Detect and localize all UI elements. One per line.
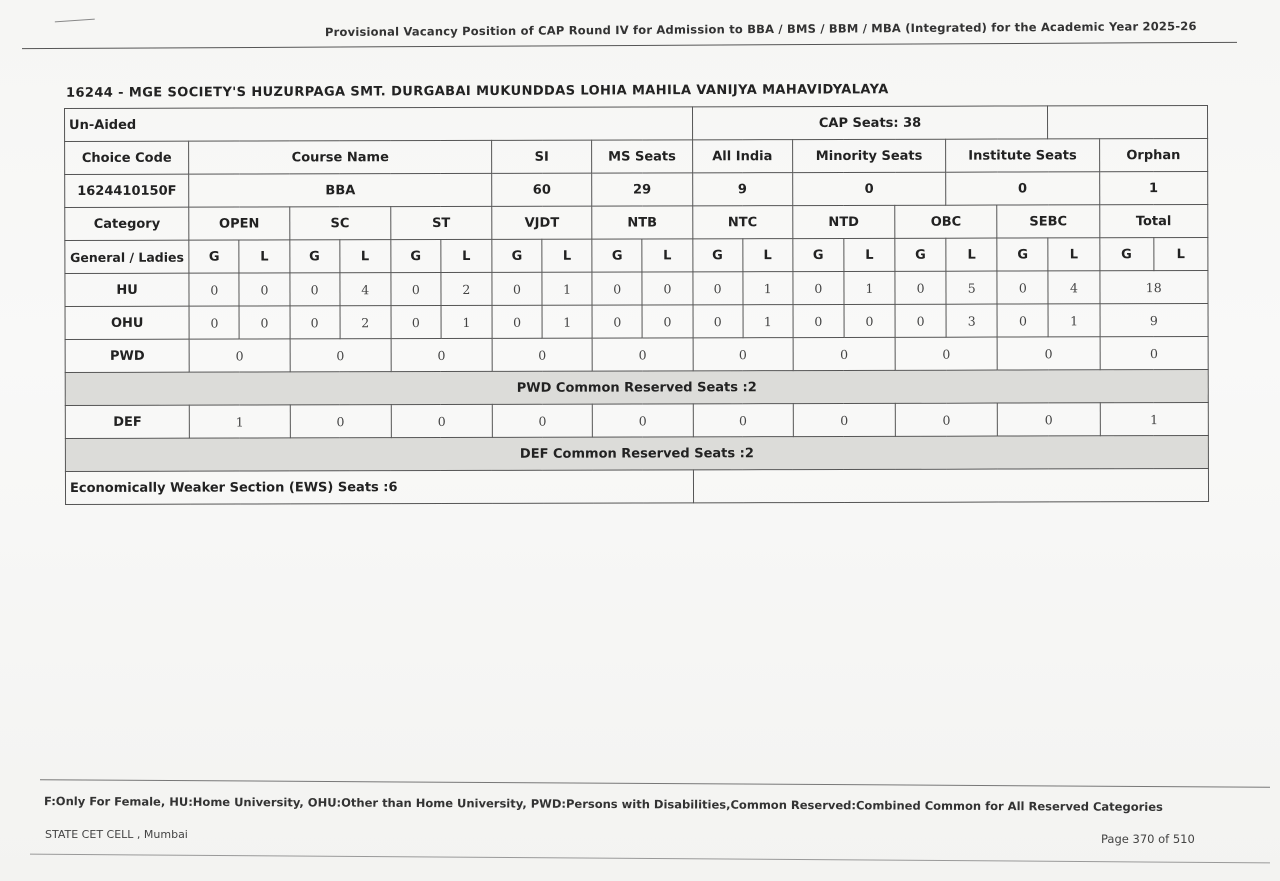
row-total: 9 [1100, 304, 1209, 337]
row-total: 18 [1099, 271, 1208, 304]
minority-seats-value: 0 [792, 172, 945, 205]
table-row [65, 271, 1208, 307]
all-india-header: All India [692, 140, 792, 173]
seat-count: 0 [239, 273, 289, 306]
ms-seats-value: 29 [592, 173, 692, 206]
seat-count: 0 [391, 273, 441, 306]
seat-count: 4 [340, 273, 391, 306]
seat-count: 0 [692, 272, 742, 305]
category-label: Category [65, 207, 189, 240]
pwd-seat-count: 0 [492, 338, 592, 371]
seat-count: 2 [340, 306, 391, 339]
pwd-seat-count: 0 [592, 338, 692, 371]
pwd-seat-count: 0 [997, 337, 1099, 370]
category-vjdt-header: VJDT [492, 206, 592, 239]
pen-mark [55, 19, 95, 29]
seat-count: 0 [189, 273, 239, 306]
choice-code-header: Choice Code [65, 141, 189, 174]
table-row [65, 304, 1208, 340]
issuer: STATE CET CELL , Mumbai [45, 828, 188, 841]
seat-count: 0 [239, 306, 289, 339]
category-obc-header: OBC [895, 205, 997, 238]
category-ntc-header: NTC [692, 206, 792, 239]
course-name-value: BBA [189, 173, 492, 207]
institute-seats-header: Institute Seats [946, 139, 1099, 172]
category-sebc-header: SEBC [997, 205, 1099, 238]
seat-count: 0 [642, 305, 692, 338]
all-india-value: 9 [692, 173, 792, 206]
general-ladies-label: General / Ladies [65, 240, 189, 273]
footer-rule [40, 779, 1270, 788]
general-header: G [289, 240, 339, 273]
seat-count: 0 [844, 304, 895, 337]
seat-count: 4 [1048, 271, 1099, 304]
ladies-header: L [946, 238, 997, 271]
seat-count: 1 [441, 305, 492, 338]
row-label: HU [65, 273, 189, 306]
category-row [65, 205, 1208, 241]
seat-count: 0 [592, 305, 642, 338]
def-label: DEF [65, 405, 189, 438]
general-header: G [997, 238, 1048, 271]
pwd-seat-count: 0 [189, 339, 289, 372]
vacancy-table [64, 105, 1209, 505]
pwd-seat-count: 0 [1100, 337, 1209, 370]
aid-row [65, 106, 1208, 142]
def-seat-count: 0 [592, 404, 692, 437]
seat-count: 1 [844, 271, 895, 304]
general-header: G [1099, 238, 1153, 271]
seat-count: 1 [542, 305, 592, 338]
pwd-seat-count: 0 [391, 338, 492, 371]
def-seat-count: 0 [793, 403, 895, 436]
pwd-row [65, 337, 1208, 373]
general-header: G [692, 239, 742, 272]
document-title: Provisional Vacancy Position of CAP Round IV for Admission to BBA / BMS / BBM / MBA (Integrated) for the Academic Year 2025-26 [324, 19, 1197, 40]
def-seat-count: 0 [492, 404, 592, 437]
general-header: G [189, 240, 239, 273]
empty-cell [693, 469, 1209, 503]
si-value: 60 [492, 173, 592, 206]
cap-seats: CAP Seats: 38 [692, 106, 1048, 140]
page-edge [30, 854, 1270, 864]
pwd-common-row [65, 370, 1208, 406]
seat-count: 0 [189, 306, 239, 339]
orphan-header: Orphan [1099, 139, 1208, 172]
seat-count: 0 [492, 305, 542, 338]
orphan-value: 1 [1099, 172, 1208, 205]
seat-count: 1 [743, 272, 793, 305]
ladies-header: L [339, 240, 390, 273]
aid-status: Un-Aided [65, 107, 693, 142]
row-label: OHU [65, 306, 189, 339]
seat-count: 1 [743, 305, 793, 338]
def-row [65, 403, 1208, 439]
si-header: SI [492, 140, 592, 173]
category-st-header: ST [391, 206, 492, 239]
pwd-common-reserved: PWD Common Reserved Seats :2 [65, 370, 1208, 406]
pwd-seat-count: 0 [895, 337, 997, 370]
ews-seats: Economically Weaker Section (EWS) Seats :6 [65, 470, 693, 505]
minority-seats-header: Minority Seats [792, 139, 945, 172]
ews-row [65, 469, 1208, 505]
category-open-header: OPEN [189, 207, 289, 240]
general-header: G [492, 239, 542, 272]
seat-count: 0 [289, 273, 339, 306]
ladies-header: L [743, 239, 793, 272]
category-ntd-header: NTD [793, 205, 895, 238]
ladies-header: L [642, 239, 692, 272]
seat-count: 3 [946, 304, 997, 337]
institute-seats-value: 0 [946, 172, 1099, 205]
course-name-header: Course Name [189, 140, 492, 174]
category-total-header: Total [1099, 205, 1208, 238]
general-header: G [592, 239, 642, 272]
ladies-header: L [1154, 238, 1208, 271]
seat-count: 0 [895, 271, 946, 304]
seat-count: 0 [793, 271, 844, 304]
def-seat-count: 0 [290, 405, 391, 438]
def-common-reserved: DEF Common Reserved Seats :2 [65, 436, 1208, 472]
def-seat-count: 1 [1100, 403, 1209, 436]
seat-count: 0 [693, 305, 743, 338]
seat-count: 1 [1048, 304, 1099, 337]
header-row [65, 139, 1208, 175]
def-seat-count: 0 [895, 403, 997, 436]
seat-count: 2 [441, 272, 492, 305]
pwd-seat-count: 0 [290, 339, 391, 372]
gl-row [65, 238, 1208, 274]
general-header: G [793, 238, 844, 271]
seat-count: 0 [642, 272, 692, 305]
footer-legend: F:Only For Female, HU:Home University, OHU:Other than Home University, PWD:Persons with Disabilities,Common Reserved:Combined Common for All Reserved Categories [43, 794, 1163, 814]
seat-count: 0 [997, 271, 1048, 304]
seat-count: 1 [542, 272, 592, 305]
pwd-seat-count: 0 [693, 338, 793, 371]
page-number: Page 370 of 510 [1101, 832, 1195, 846]
pwd-seat-count: 0 [793, 337, 895, 370]
header-rule [22, 42, 1237, 49]
def-seat-count: 0 [693, 404, 793, 437]
ladies-header: L [1048, 238, 1099, 271]
empty-cell [1048, 106, 1208, 139]
ms-seats-header: MS Seats [592, 140, 692, 173]
seat-count: 5 [946, 271, 997, 304]
seat-count: 0 [391, 306, 441, 339]
seat-count: 0 [997, 304, 1048, 337]
pwd-label: PWD [65, 339, 189, 372]
seat-count: 0 [793, 304, 844, 337]
ladies-header: L [844, 238, 895, 271]
ladies-header: L [441, 239, 492, 272]
choice-code-value: 1624410150F [65, 174, 189, 207]
category-sc-header: SC [289, 207, 390, 240]
seat-count: 0 [592, 272, 642, 305]
seat-count: 0 [895, 304, 946, 337]
def-seat-count: 1 [190, 405, 290, 438]
def-seat-count: 0 [998, 403, 1100, 436]
course-row [65, 172, 1208, 208]
college-name: 16244 - MGE SOCIETY'S HUZURPAGA SMT. DURGABAI MUKUNDDAS LOHIA MAHILA VANIJYA MAHAVIDYALAYA [65, 82, 889, 101]
seat-count: 0 [290, 306, 340, 339]
def-seat-count: 0 [391, 404, 492, 437]
category-ntb-header: NTB [592, 206, 692, 239]
ladies-header: L [542, 239, 592, 272]
ladies-header: L [239, 240, 289, 273]
def-common-row [65, 436, 1208, 472]
seat-count: 0 [492, 272, 542, 305]
general-header: G [895, 238, 946, 271]
general-header: G [391, 240, 441, 273]
